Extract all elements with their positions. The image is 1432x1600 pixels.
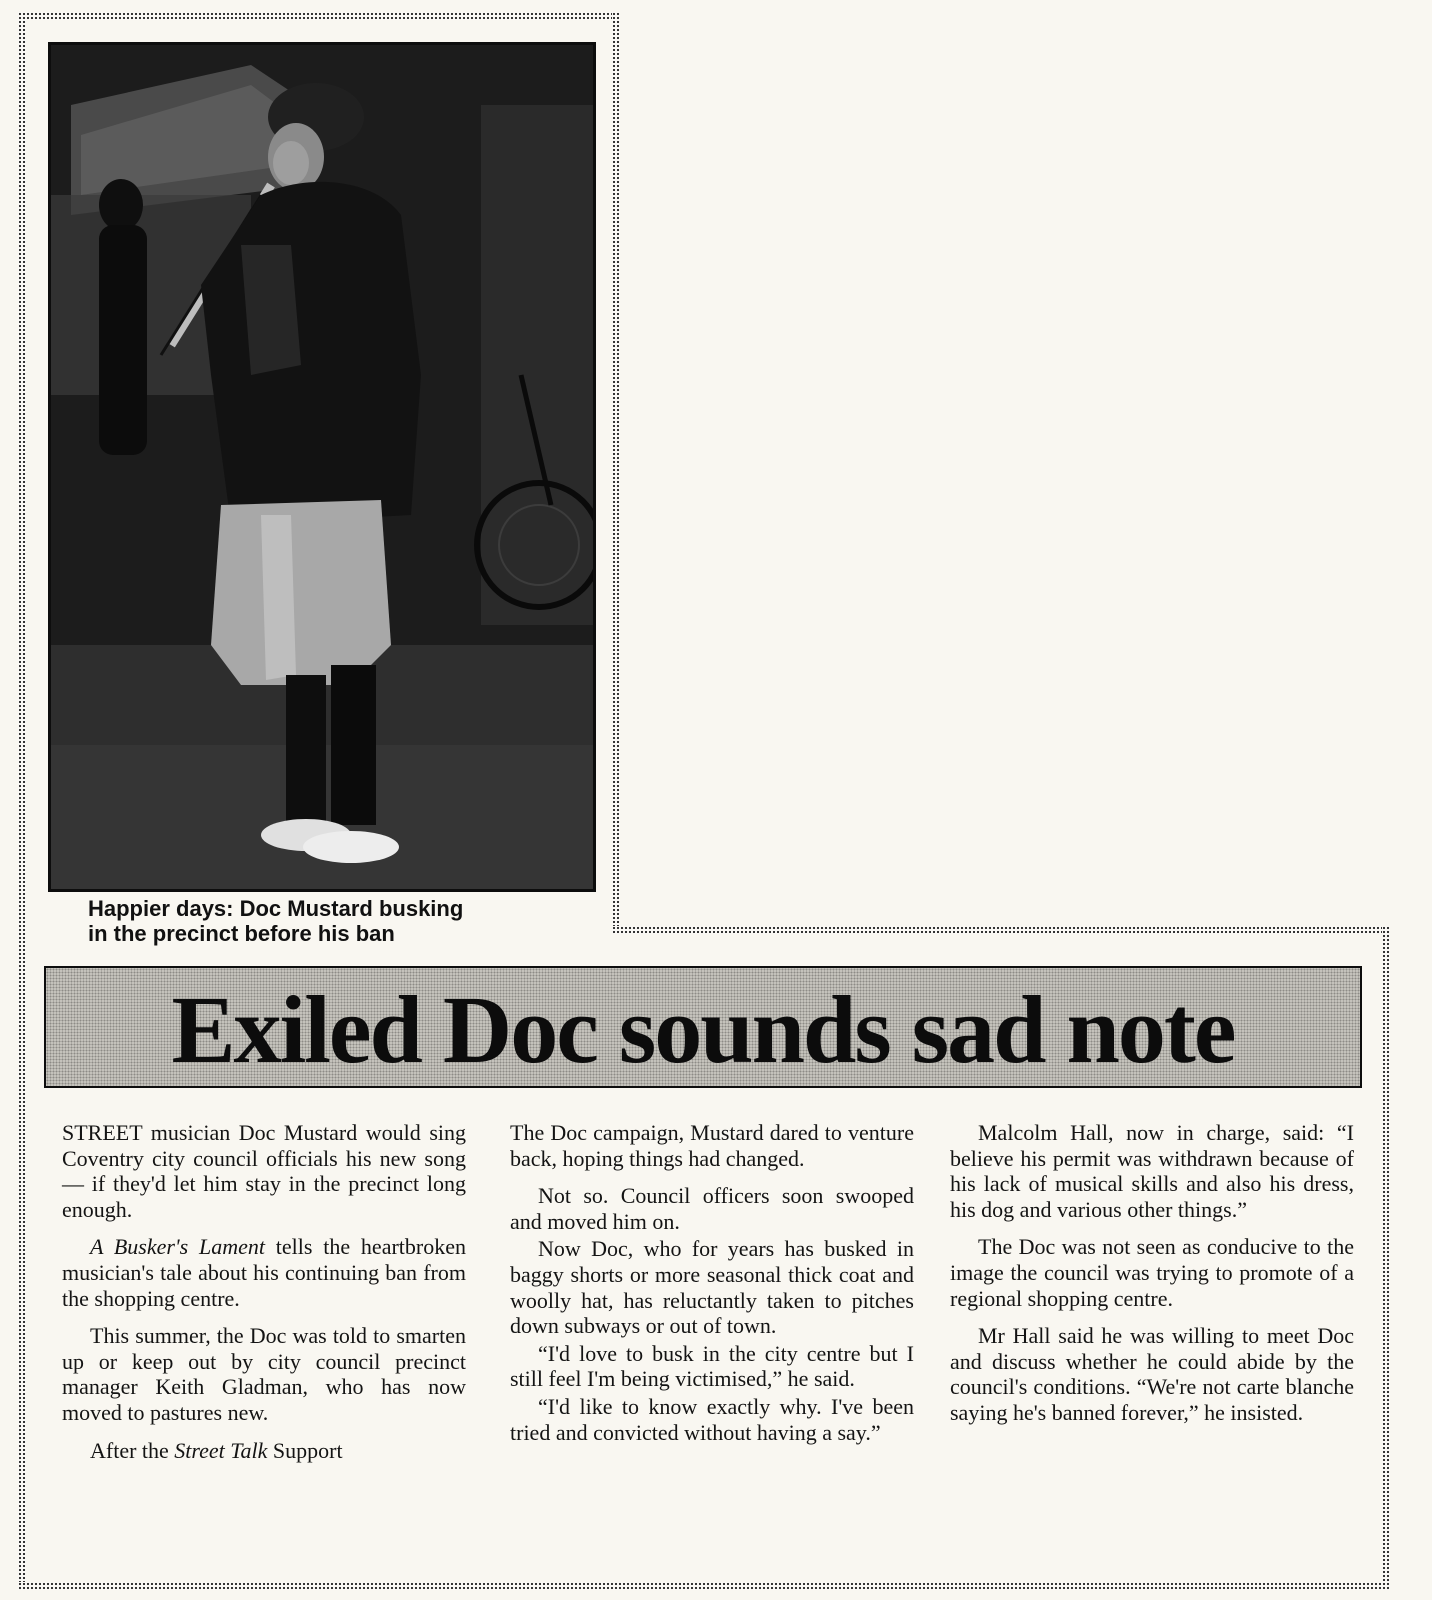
article-paragraph-text: tells the heartbroken musician's tale about his continuing ban from the shopping centre. [62,1234,466,1311]
article-paragraph: “I'd like to know exactly why. I've been tried and convicted without having a say.” [510,1393,914,1445]
article-paragraph: The Doc campaign, Mustard dared to venture back, hoping things had changed. [510,1120,914,1171]
article-paragraph-text: After the [90,1437,175,1463]
article-paragraph [62,1234,466,1311]
busker-photo [48,42,596,892]
article-paragraph: Malcolm Hall, now in charge, said: “I believe his permit was withdrawn because of his lack of musical skills and also his dress, his dog and various other things.” [950,1120,1354,1222]
clipping-border-left [18,12,26,1590]
photo-caption-line-2: in the precinct before his ban [88,921,395,946]
article-paragraph: Mr Hall said he was willing to meet Doc and discuss whether he could abide by the council's conditions. “We're not carte blanche saying he's banned forever,” he insisted. [950,1323,1354,1425]
article-paragraph: This summer, the Doc was told to smarten up or keep out by city council precinct manager Keith Gladman, who has now moved to pastures new. [62,1323,466,1425]
photo-caption-line-1: Happier days: Doc Mustard busking [88,896,464,921]
article-column-3 [950,1120,1354,1438]
article-paragraph: Now Doc, who for years has busked in baggy shorts or more seasonal thick coat and woolly hat, has reluctantly taken to pitches down subways or out of town. [510,1236,914,1339]
article-paragraph [62,1438,466,1464]
article-column-1 [62,1120,466,1475]
article-paragraph: The Doc was not seen as conducive to the image the council was trying to promote of a regional shopping centre. [950,1234,1354,1311]
clipping-border-right [1382,926,1390,1590]
clipping-border-photo-right [612,12,620,934]
article-paragraph: “I'd love to busk in the city centre but I still feel I'm being victimised,” he said. [510,1340,914,1392]
article-paragraph: Not so. Council officers soon swooped and moved him on. [510,1183,914,1234]
clipping-border-top [18,12,620,20]
headline-banner [44,966,1362,1088]
article-paragraph-text: Support [267,1437,343,1463]
campaign-title: Street Talk [174,1437,268,1463]
clipping-border-step [612,926,1390,934]
article-paragraph: STREET musician Doc Mustard would sing Coventry city council officials his new song — if they'd let him stay in the precinct long enough. [62,1120,466,1222]
song-title: A Busker's Lament [90,1234,265,1260]
photo-caption [88,896,608,946]
headline: Exiled Doc sounds sad note [171,975,1235,1083]
clipping-border-bottom [18,1582,1390,1590]
busker-photo-image [51,45,593,889]
article-column-2 [510,1120,914,1447]
